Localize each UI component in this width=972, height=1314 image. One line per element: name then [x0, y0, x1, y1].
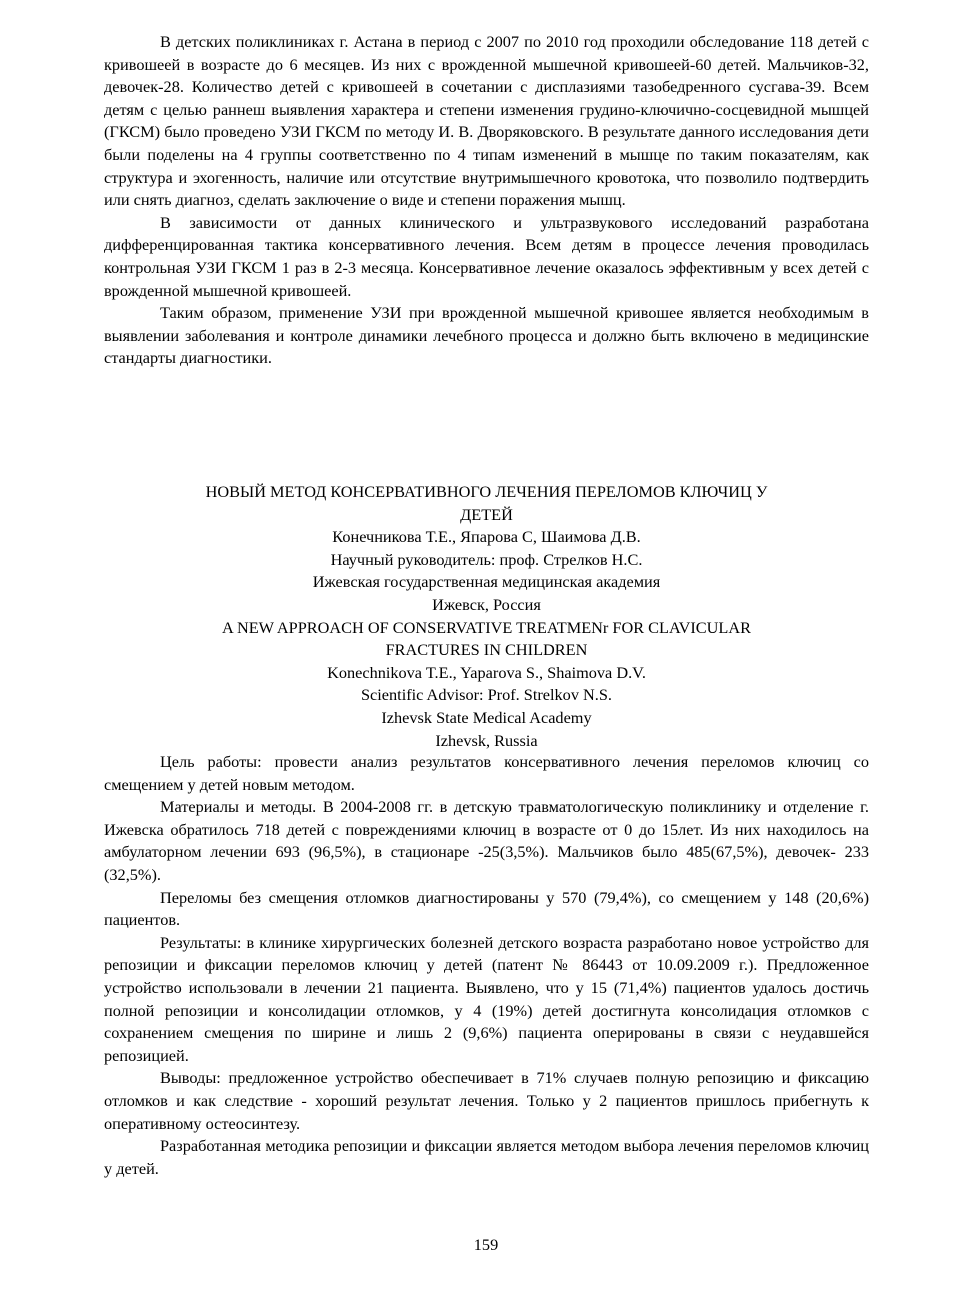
abstract-fractures: Переломы без смещения отломков диагностированы у 570 (79,4%), со смещением у 148 (20,6%) пациентов.	[104, 887, 869, 930]
previous-article-conclusion	[104, 31, 869, 370]
title-en-line-1: A NEW APPROACH OF CONSERVATIVE TREATMENr FOR CLAVICULAR	[222, 617, 751, 637]
article-abstract	[104, 751, 869, 1180]
paragraph: Таким образом, применение УЗИ при врожденной мышечной кривошее является необходимым в выявлении заболевания и контроле динамики лечебного процесса и должно быть включено в медицинские стандарты диагностики.	[104, 303, 869, 368]
institution-ru: Ижевская государственная медицинская академия	[312, 572, 661, 592]
abstract-final: Разработанная методика репозиции и фиксации является методом выбора лечения переломов ключиц у детей.	[104, 1136, 869, 1178]
abstract-conclusions: Выводы: предложенное устройство обеспечивает в 71% случаев полную репозицию и фиксацию отломков и как следствие - хороший результат лечения. Только у 2 пациентов пришлось прибегнуть к оперативному остеосинтезу.	[104, 1068, 869, 1133]
authors-en: Konechnikova T.E., Yaparova S., Shaimova D.V.	[327, 662, 646, 682]
abstract-aim: Цель работы: провести анализ результатов консервативного лечения переломов ключиц со смещением у детей новым методом.	[104, 752, 869, 794]
authors-ru: Конечникова Т.Е., Япарова С, Шаимова Д.В.	[332, 527, 641, 547]
advisor-ru: Научный руководитель: проф. Стрелков Н.С.	[330, 549, 643, 569]
article-header	[104, 481, 869, 752]
institution-en: Izhevsk State Medical Academy	[381, 707, 592, 727]
paragraph: В зависимости от данных клинического и ультразвукового исследований разработана дифференцированная тактика консервативного лечения. Всем детям в процессе лечения проводилась контрольная УЗИ ГКСМ 1 раз в 2-3 месяца. Консервативное лечение оказалось эффективным у всех детей с врожденной мышечной кривошеей.	[104, 212, 869, 300]
city-ru: Ижевск, Россия	[432, 594, 541, 614]
city-en: Izhevsk, Russia	[435, 730, 538, 750]
title-en-line-2: FRACTURES IN CHILDREN	[385, 640, 588, 660]
title-ru-line-1: НОВЫЙ МЕТОД КОНСЕРВАТИВНОГО ЛЕЧЕНИЯ ПЕРЕЛОМОВ КЛЮЧИЦ У	[205, 482, 768, 501]
title-ru-line-2: ДЕТЕЙ	[460, 504, 513, 524]
paragraph: В детских поликлиниках г. Астана в период с 2007 по 2010 год проходили обследование 118 детей с кривошеей в возрасте до 6 месяцев. Из них с врожденной мышечной кривошеей-60 детей. Мальчиков-32, девочек-28. Количество детей с кривошеей в сочетании с дисплазиями тазобедренного сусгава-39. Всем детям с целью раннеш выявления характера и степени изменения грудино-ключично-сосцевидной мышцей (ГКСМ) было проведено УЗИ ГКСМ по методу И. В. Дворяковского. В результате данного исследования дети были поделены на 4 группы соответственно по 4 типам изменений в мышце по таким показателям, как структура и эхогенность, наличие или отсутствие внутримышечного кровотока, что позволило подтвердить или снять диагноз, сделать заключение о виде и степени поражения мышц.	[104, 32, 869, 210]
abstract-results: Результаты: в клинике хирургических болезней детского возраста разработано новое устройство для репозиции и фиксации переломов ключиц у детей (патент № 86443 от 10.09.2009 г.). Предложенное устройство использовали в лечении 21 пациента. Выявлено, что у 15 (71,4%) пациентов удалось достичь полной репозиции и консолидации отломков, у 4 (19%) детей достигнута консолидация отломков с сохранением смещения по ширине и лишь 2 (9,6%) пациента оперированы в связи с неудавшейся репозицией.	[104, 932, 869, 1065]
page-number: 159	[473, 1235, 499, 1254]
abstract-methods: Материалы и методы. В 2004-2008 гг. в детскую травматологическую поликлинику и отделение г. Ижевска обратилось 718 детей с повреждениями ключиц в возрасте от 0 до 15лет. Из них находилось на амбулаторном лечении 693 (96,5%), в стационаре -25(3,5%). Мальчиков было 485(67,5%), девочек- 233 (32,5%).	[104, 797, 869, 884]
advisor-en: Scientific Advisor: Prof. Strelkov N.S.	[361, 685, 612, 705]
